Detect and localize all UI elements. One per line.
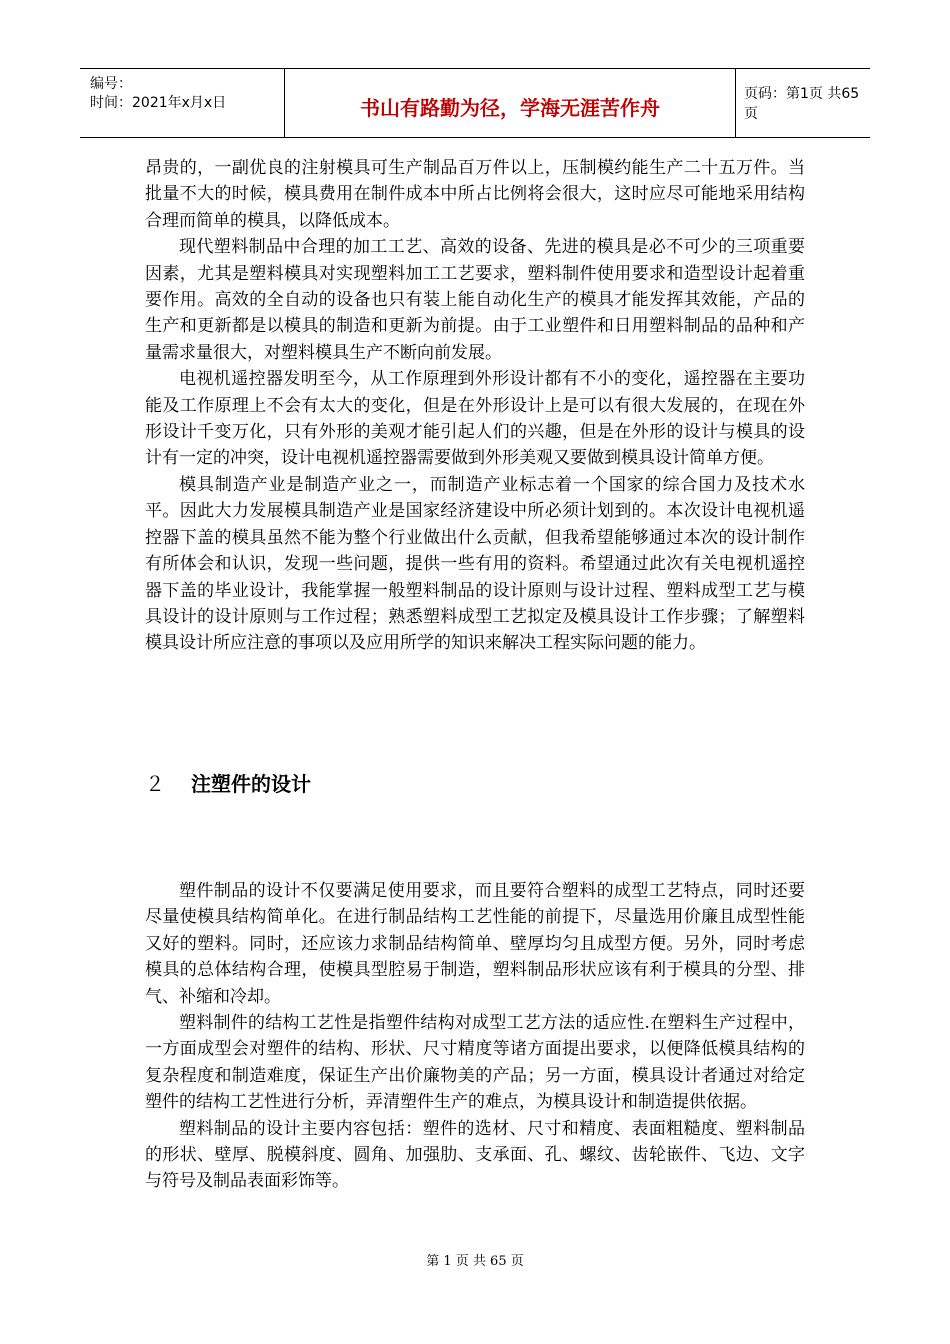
paragraph: 塑料制品的设计主要内容包括：塑件的选材、尺寸和精度、表面粗糙度、塑料制品的形状、壁厚、脱模斜度、圆角、加强肋、支承面、孔、螺纹、齿轮嵌件、飞边、文字与符号及制品表面彩饰等。 — [145, 1118, 805, 1192]
header-motto-cell — [285, 69, 736, 137]
header-motto: 书山有路勤为径，学海无涯苦作舟 — [360, 95, 660, 120]
section-title: 注塑件的设计 — [191, 772, 311, 796]
paragraph: 塑件制品的设计不仅要满足使用要求，而且要符合塑料的成型工艺特点，同时还要尽量使模具结构简单化。在进行制品结构工艺性能的前提下，尽量选用价廉且成型性能又好的塑料。同时，还应该力求制品结构简单、壁厚均匀且成型方便。另外，同时考虑模具的总体结构合理，使模具型腔易于制造，塑料制品形状应该有利于模具的分型、排气、补缩和冷却。 — [145, 881, 805, 1007]
body-section-top — [145, 155, 805, 657]
paragraph: 昂贵的，一副优良的注射模具可生产制品百万件以上，压制模约能生产二十五万件。当批量不大的时候，模具费用在制件成本中所占比例将会很大，这时应尽可能地采用结构合理而简单的模具，以降低成本。 — [145, 158, 805, 231]
paragraph: 现代塑料制品中合理的加工工艺、高效的设备、先进的模具是必不可少的三项重要因素，尤其是塑料模具对实现塑料加工工艺要求，塑料制件使用要求和造型设计起着重要作用。高效的全自动的设备也只有装上能自动化生产的模具才能发挥其效能，产品的生产和更新都是以模具的制造和更新为前提。由于工业塑件和日用塑料制品的品种和产量需求量很大，对塑料模具生产不断向前发展。 — [145, 237, 805, 363]
paragraph: 模具制造产业是制造产业之一，而制造产业标志着一个国家的综合国力及技术水平。因此大力发展模具制造产业是国家经济建设中所必须计划到的。本次设计电视机遥控器下盖的模具虽然不能为整个行业做出什么贡献，但我希望能够通过本次的设计制作有所体会和认识，发现一些问题，提供一些有用的资料。希望通过此次有关电视机遥控器下盖的毕业设计，我能掌握一般塑料制品的设计原则与设计过程、塑料成型工艺与模具设计的设计原则与工作过程；熟悉塑料成型工艺拟定及模具设计工作步骤；了解塑料模具设计所应注意的事项以及应用所学的知识来解决工程实际问题的能力。 — [145, 474, 805, 654]
header-page-info: 页码：第1页 共65页 — [744, 86, 860, 122]
section-number: ２ — [145, 772, 165, 796]
paragraph: 塑料制件的结构工艺性是指塑件结构对成型工艺方法的适应性.在塑料生产过程中，一方面成型会对塑件的结构、形状、尺寸精度等诸方面提出要求，以便降低模具结构的复杂程度和制造难度，保证生产出价廉物美的产品；另一方面，模具设计者通过对给定塑件的结构工艺性进行分析，弄清塑件生产的难点，为模具设计和制造提供依据。 — [145, 1013, 805, 1113]
document-number-label: 编号： — [90, 76, 132, 92]
page-footer: 第 1 页 共 65 页 — [426, 1254, 524, 1269]
document-time-label: 时间：2021年x月x日 — [90, 95, 227, 111]
document-header — [80, 68, 870, 138]
paragraph: 电视机遥控器发明至今，从工作原理到外形设计都有不小的变化，遥控器在主要功能及工作原理上不会有太大的变化，但是在外形设计上是可以有很大发展的，在现在外形设计千变万化，只有外形的美观才能引起人们的兴趣，但是在外形的设计与模具的设计有一定的冲突，设计电视机遥控器需要做到外形美观又要做到模具设计简单方便。 — [145, 369, 805, 469]
body-section-bottom — [145, 878, 805, 1195]
section-heading — [145, 768, 311, 797]
header-meta-cell — [80, 69, 285, 137]
